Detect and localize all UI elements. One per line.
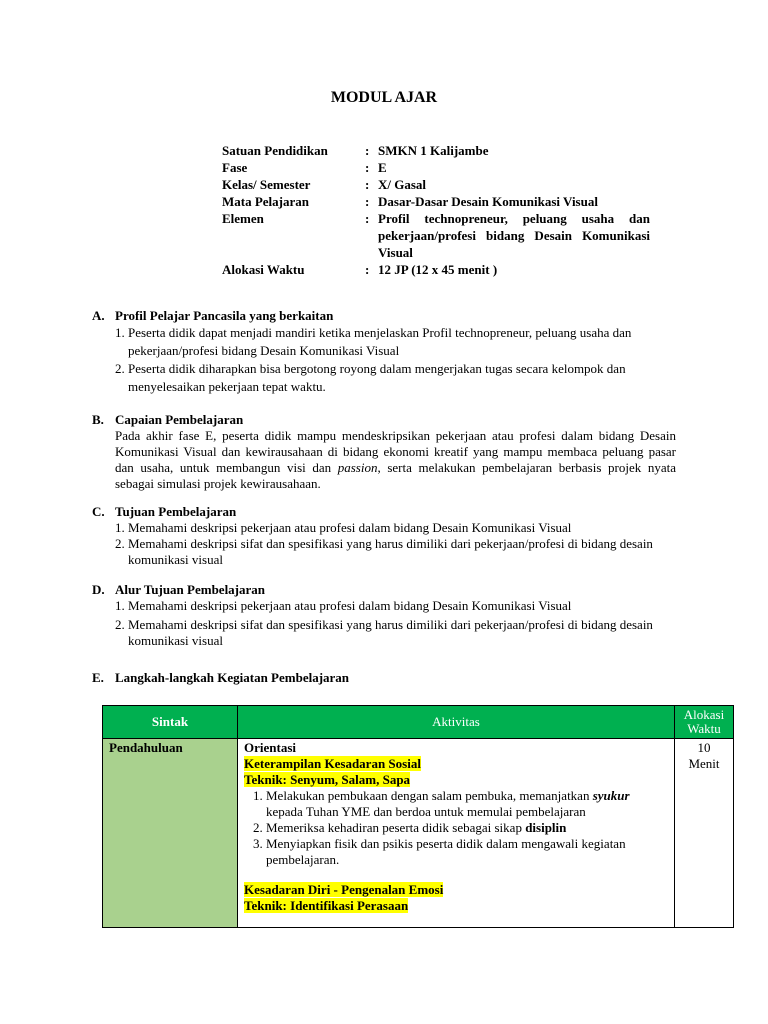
identity-value: 12 JP (12 x 45 menit ) [378, 262, 498, 277]
section-letter: D. [92, 582, 105, 597]
header-alokasi: Alokasi Waktu [675, 706, 734, 739]
section-heading [92, 412, 676, 428]
identity-row [222, 176, 650, 193]
identity-label: Mata Pelajaran [222, 194, 310, 209]
identity-value: Profil technopreneur, peluang usaha dan pekerjaan/profesi bidang Desain Komunikasi Visual [378, 211, 650, 260]
paragraph-italic: passion [337, 460, 378, 475]
activity-steps [244, 788, 668, 868]
identity-colon: : [365, 194, 370, 209]
header-aktivitas: Aktivitas [238, 706, 675, 739]
identity-block [222, 142, 650, 278]
spacer [244, 868, 668, 882]
list-item [266, 788, 668, 820]
identity-row [222, 210, 650, 261]
step-emphasis: syukur [592, 788, 630, 803]
section-title: Profil Pelajar Pancasila yang berkaitan [115, 308, 334, 323]
identity-label: Satuan Pendidikan [222, 143, 328, 158]
identity-row [222, 159, 650, 176]
section-list [92, 598, 676, 649]
list-item: 2. Memahami deskripsi sifat dan spesifikasi yang harus dimiliki dari pekerjaan/profesi di bidang desain komunikasi visual [128, 536, 676, 568]
section-letter: E. [92, 670, 104, 685]
section-heading [92, 582, 676, 598]
cell-alokasi [675, 739, 734, 928]
section-list [92, 520, 676, 568]
cell-aktivitas [238, 739, 675, 928]
step-text: Melakukan pembukaan dengan salam pembuka, memanjatkan [266, 788, 593, 803]
identity-value: Dasar-Dasar Desain Komunikasi Visual [378, 194, 598, 209]
identity-colon: : [365, 177, 370, 192]
list-item: 2. Memahami deskripsi sifat dan spesifikasi yang harus dimiliki dari pekerjaan/profesi di bidang desain komunikasi visual [128, 617, 676, 649]
table-header-row [103, 706, 734, 739]
alokasi-number: 10 [697, 740, 711, 755]
cell-sintak: Pendahuluan [103, 739, 238, 928]
capaian-paragraph [115, 428, 676, 492]
steps-table [102, 705, 734, 928]
section-heading [92, 308, 676, 324]
list-item: 1. Peserta didik dapat menjadi mandiri ketika menjelaskan Profil technopreneur, peluang usaha dan pekerjaan/profesi bidang Desain Komunikasi Visual [128, 324, 676, 360]
section-letter: C. [92, 504, 105, 519]
highlight-text: Keterampilan Kesadaran Sosial [244, 756, 421, 771]
identity-row [222, 193, 650, 210]
section-c [92, 504, 676, 568]
section-letter: A. [92, 308, 105, 323]
list-item: 2. Peserta didik diharapkan bisa bergotong royong dalam mengerjakan tugas secara kelompok dan menyelesaikan pekerjaan tepat waktu. [128, 360, 676, 396]
section-b [92, 412, 676, 492]
section-letter: B. [92, 412, 104, 427]
step-text: Memeriksa kehadiran peserta didik sebagai sikap [266, 820, 526, 835]
section-list [92, 324, 676, 396]
identity-label: Elemen [222, 211, 264, 226]
list-item: 1. Memahami deskripsi pekerjaan atau profesi dalam bidang Desain Komunikasi Visual [128, 598, 676, 614]
identity-colon: : [365, 143, 370, 158]
section-heading [92, 670, 676, 686]
paragraph-text: , serta melakukan pembelajaran berbasis projek nyata sebagai simulasi projek kewirausahaan. [115, 460, 676, 491]
list-item: 1. Memahami deskripsi pekerjaan atau profesi dalam bidang Desain Komunikasi Visual [128, 520, 676, 536]
section-a [92, 308, 676, 396]
section-title: Alur Tujuan Pembelajaran [115, 582, 266, 597]
header-sintak: Sintak [103, 706, 238, 739]
identity-colon: : [365, 262, 370, 277]
highlight-text: Kesadaran Diri - Pengenalan Emosi [244, 882, 444, 897]
list-item [266, 820, 668, 836]
list-item: 3. Menyiapkan fisik dan psikis peserta didik dalam mengawali kegiatan pembelajaran. [266, 836, 668, 868]
document-title: MODUL AJAR [330, 89, 438, 106]
highlight-text: Teknik: Identifikasi Perasaan [244, 898, 409, 913]
section-title: Capaian Pembelajaran [115, 412, 244, 427]
section-heading [92, 504, 676, 520]
section-e [92, 670, 676, 686]
identity-value: SMKN 1 Kalijambe [378, 143, 489, 158]
identity-colon: : [365, 211, 370, 226]
identity-label: Kelas/ Semester [222, 177, 311, 192]
identity-value: E [378, 160, 387, 175]
identity-label: Fase [222, 160, 248, 175]
step-text: kepada Tuhan YME dan berdoa untuk memulai pembelajaran [266, 804, 586, 819]
section-title: Tujuan Pembelajaran [115, 504, 237, 519]
identity-label: Alokasi Waktu [222, 262, 305, 277]
paragraph-text: Pada akhir fase E, peserta didik mampu mendeskripsikan pekerjaan atau profesi dalam bidang Desain Komunikasi Visual dan kewirausahaan di bidang ekonomi kreatif yang mampu membaca peluang pasar dan usaha, untuk membangun visi dan [115, 428, 676, 475]
identity-row [222, 142, 650, 159]
identity-row [222, 261, 650, 278]
identity-colon: : [365, 160, 370, 175]
identity-value: X/ Gasal [378, 177, 427, 192]
section-title: Langkah-langkah Kegiatan Pembelajaran [115, 670, 350, 685]
table-row [103, 739, 734, 928]
section-d [92, 582, 676, 649]
step-emphasis: disiplin [525, 820, 567, 835]
alokasi-unit: Menit [688, 756, 720, 771]
orientasi-label: Orientasi [244, 740, 296, 755]
highlight-text: Teknik: Senyum, Salam, Sapa [244, 772, 411, 787]
